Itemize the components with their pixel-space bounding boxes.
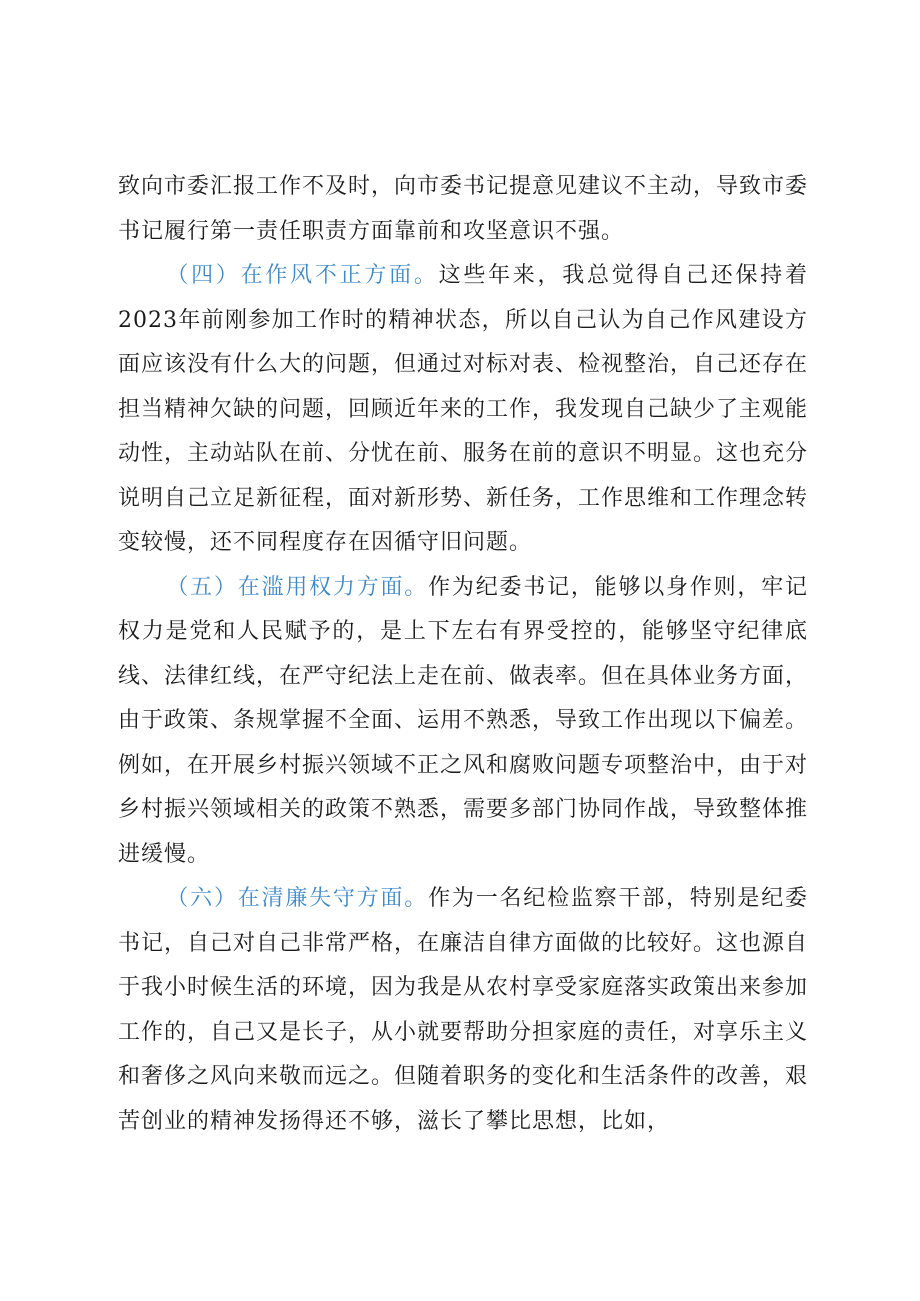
paragraph-section-4 — [118, 254, 808, 566]
section-heading: （六）在清廉失守方面。 — [166, 886, 429, 911]
paragraph-continued — [118, 165, 808, 254]
paragraph-text: 作为一名纪检监察干部，特别是纪委书记，自己对自己非常严格，在廉洁自律方面做的比较好。这也源自于我小时候生活的环境，因为我是从农村享受家庭落实政策出来参加工作的，自己又是长子，从小就要帮助分担家庭的责任，对享乐主义和奢侈之风向来敬而远之。但随着职务的变化和生活条件的改善，艰苦创业的精神发扬得还不够，滋长了攀比思想，比如， — [118, 886, 809, 1134]
paragraph-text: 致向市委汇报工作不及时，向市委书记提意见建议不主动，导致市委书记履行第一责任职责方面靠前和攻坚意识不强。 — [118, 174, 809, 244]
section-heading: （五）在滥用权力方面。 — [166, 574, 429, 600]
document-body — [118, 165, 808, 1144]
paragraph-section-5 — [118, 566, 808, 878]
section-heading: （四）在作风不正方面。 — [166, 263, 439, 288]
paragraph-text: 这些年来，我总觉得自己还保持着2023年前刚参加工作时的精神状态，所以自己认为自己作风建设方面应该没有什么大的问题，但通过对标对表、检视整治，自己还存在担当精神欠缺的问题，回顾近年来的工作，我发现自己缺少了主观能动性，主动站队在前、分忧在前、服务在前的意识不明显。这也充分说明自己立足新征程，面对新形势、新任务，工作思维和工作理念转变较慢，还不同程度存在因循守旧问题。 — [118, 263, 809, 555]
paragraph-text: 作为纪委书记，能够以身作则，牢记权力是党和人民赋予的，是上下左右有界受控的，能够坚守纪律底线、法律红线，在严守纪法上走在前、做表率。但在具体业务方面，由于政策、条规掌握不全面、运用不熟悉，导致工作出现以下偏差。例如，在开展乡村振兴领域不正之风和腐败问题专项整治中，由于对乡村振兴领域相关的政策不熟悉，需要多部门协同作战，导致整体推进缓慢。 — [118, 574, 809, 867]
paragraph-section-6 — [118, 877, 808, 1144]
